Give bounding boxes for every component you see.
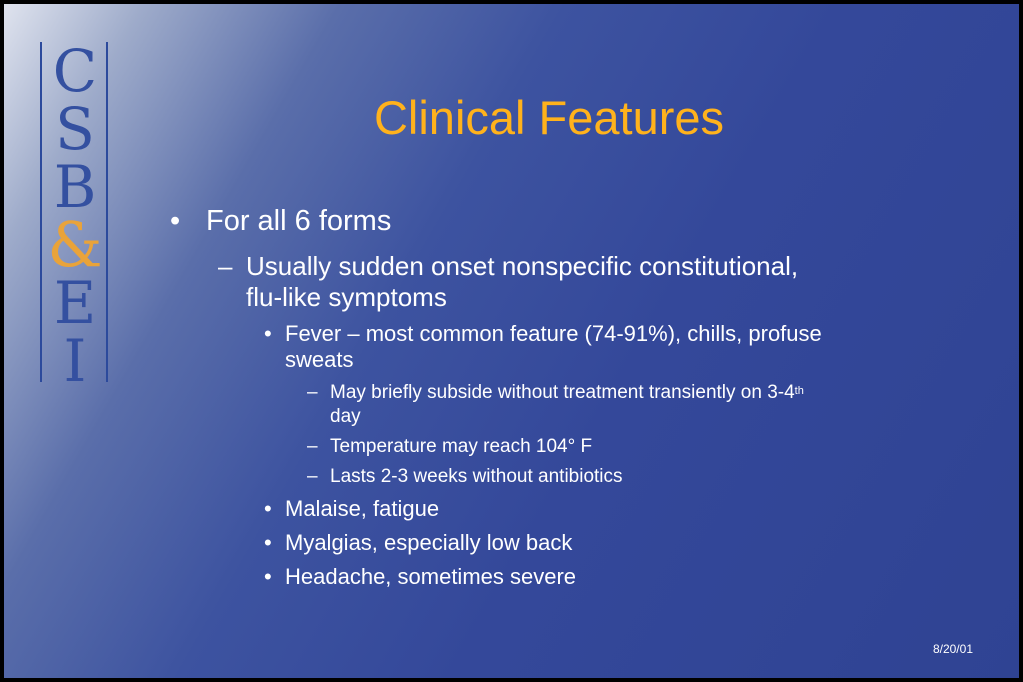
bullet-fever-line1: Fever – most common feature (74-91%), chills, profuse — [285, 321, 822, 346]
bullet-marker: • — [170, 205, 181, 237]
slide-title: Clinical Features — [373, 91, 725, 144]
bullet-marker: • — [264, 564, 272, 589]
bullet-marker: • — [264, 530, 272, 555]
bullet-malaise: Malaise, fatigue — [285, 496, 440, 521]
dash-marker: – — [307, 436, 318, 457]
bullet-headache: Headache, sometimes severe — [285, 564, 577, 589]
footer-date: 8/20/01 — [932, 642, 973, 656]
bullet-marker: • — [264, 321, 272, 346]
dash-marker: – — [307, 466, 318, 487]
logo-letter-s: S — [55, 95, 95, 163]
sub-bullet-subside-line2: day — [330, 406, 361, 427]
bullet-fever-line2: sweats — [285, 347, 354, 372]
bullet-myalgias: Myalgias, especially low back — [285, 530, 573, 555]
bullet-marker: • — [264, 496, 272, 521]
sub-bullet-temperature: Temperature may reach 104° F — [330, 436, 593, 457]
logo-ampersand: & — [47, 208, 103, 281]
sub-bullet-subside-line1 — [330, 381, 804, 405]
logo-letter-e: E — [53, 269, 97, 337]
sub-bullet-onset-line1: Usually sudden onset nonspecific constitutional, — [246, 251, 799, 281]
sub-bullet-subside-text: May briefly subside without treatment transiently on 3-4 — [330, 382, 795, 403]
bullet-list — [4, 4, 1019, 678]
logo-letter-i: I — [63, 327, 87, 395]
slide — [4, 4, 1019, 678]
bullet-for-all-forms: For all 6 forms — [206, 205, 392, 237]
logo-letter-b: B — [53, 153, 97, 221]
superscript-th: th — [794, 385, 804, 397]
dash-marker: – — [307, 382, 318, 403]
logo-letter-c: C — [52, 37, 98, 105]
sub-bullet-duration: Lasts 2-3 weeks without antibiotics — [330, 466, 623, 487]
sub-bullet-onset-line2: flu-like symptoms — [246, 282, 447, 312]
dash-marker: – — [218, 251, 233, 281]
